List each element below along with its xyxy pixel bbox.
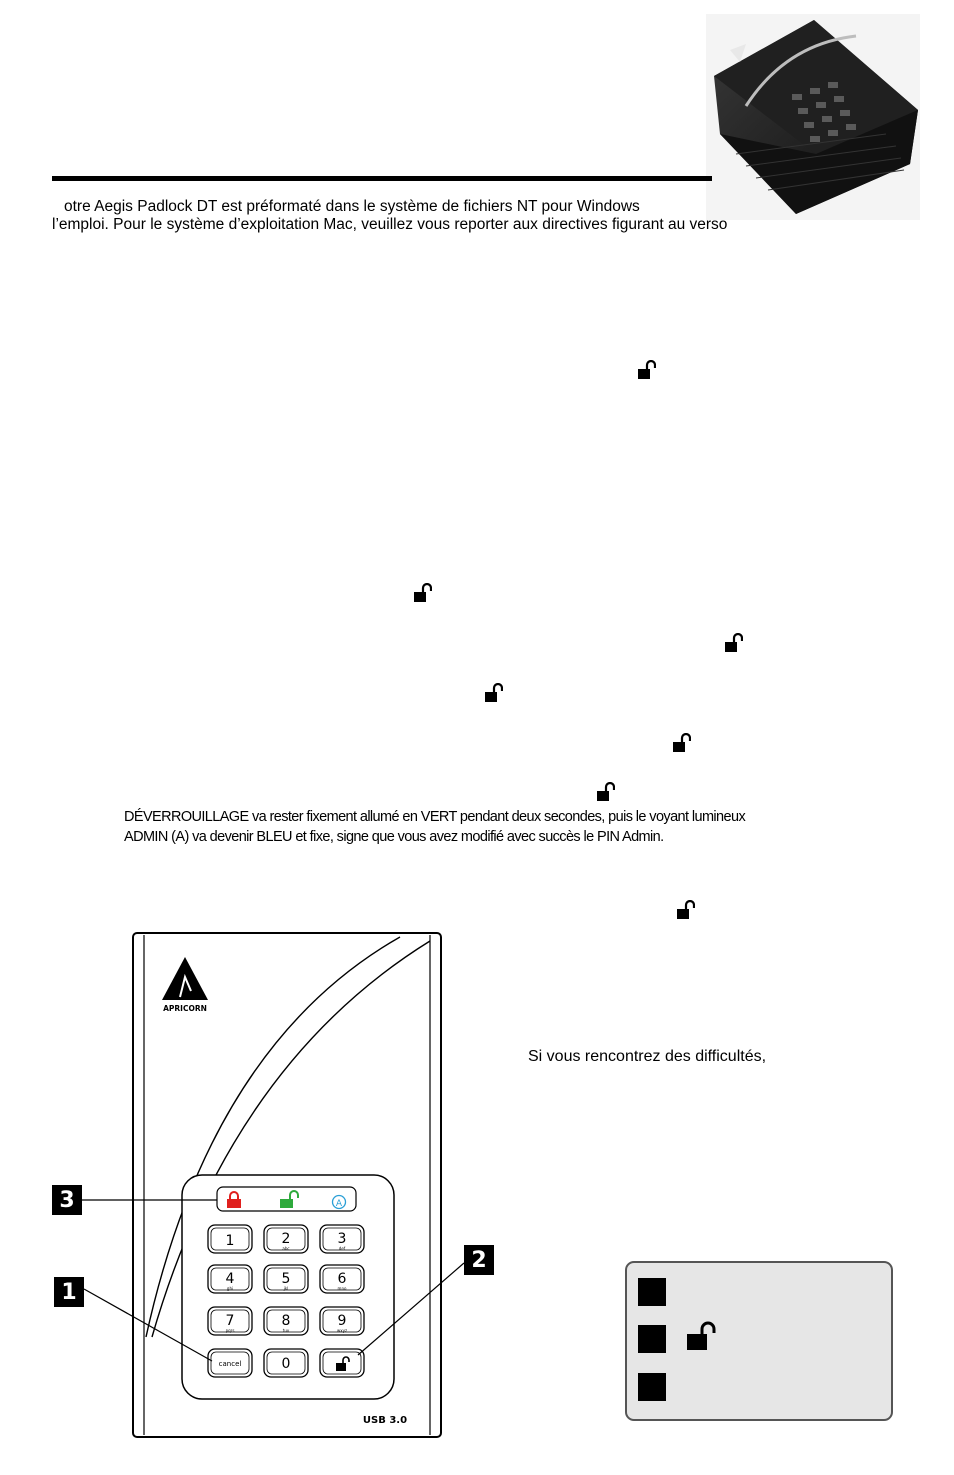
key-unlock[interactable] — [320, 1349, 364, 1377]
svg-text:jkl: jkl — [283, 1286, 289, 1291]
svg-text:3: 3 — [59, 1188, 75, 1213]
svg-text:1: 1 — [225, 1233, 235, 1249]
key-0[interactable] — [264, 1349, 308, 1377]
legend-marker-3 — [638, 1373, 666, 1401]
svg-text:cancel: cancel — [218, 1360, 242, 1368]
key-7[interactable] — [208, 1307, 252, 1335]
brand-label: APRICORN — [163, 1004, 207, 1013]
unlock-icon — [673, 733, 691, 753]
intro-line-2: l’emploi. Pour le système d’exploitation Mac, veuillez vous reporter aux directives figurant au verso — [52, 216, 728, 233]
key-9[interactable] — [320, 1307, 364, 1335]
svg-text:9: 9 — [337, 1313, 347, 1329]
support-text: Si vous rencontrez des difficultés, — [528, 1048, 767, 1065]
key-2[interactable] — [264, 1225, 308, 1253]
svg-text:ghi: ghi — [226, 1286, 234, 1291]
key-8[interactable] — [264, 1307, 308, 1335]
product-photo — [706, 14, 920, 220]
svg-text:A: A — [335, 1199, 343, 1209]
svg-text:def: def — [338, 1246, 346, 1251]
unlock-icon — [677, 900, 695, 920]
svg-text:abc: abc — [282, 1246, 290, 1251]
svg-text:1: 1 — [61, 1280, 77, 1305]
unlock-icon — [414, 583, 432, 603]
note-line-2: ADMIN (A) va devenir BLEU et fixe, signe que vous avez modifié avec succès le PIN Admin. — [124, 829, 664, 845]
svg-text:0: 0 — [281, 1356, 291, 1372]
svg-text:tuv: tuv — [282, 1328, 290, 1333]
header-rule — [52, 176, 712, 181]
svg-text:4: 4 — [225, 1271, 235, 1287]
key-1[interactable] — [208, 1225, 252, 1253]
svg-text:7: 7 — [225, 1313, 235, 1329]
svg-text:5: 5 — [281, 1271, 291, 1287]
unlock-icon — [485, 683, 503, 703]
svg-text:wxyz: wxyz — [336, 1328, 348, 1333]
svg-text:2: 2 — [471, 1248, 487, 1273]
note-line-1: DÉVERROUILLAGE va rester fixement allumé en VERT pendant deux secondes, puis le voyant lumineux — [124, 809, 746, 825]
legend-box — [625, 1261, 893, 1421]
unlock-icon — [597, 782, 615, 802]
svg-text:2: 2 — [281, 1231, 291, 1247]
key-5[interactable] — [264, 1265, 308, 1293]
key-3[interactable] — [320, 1225, 364, 1253]
svg-text:3: 3 — [337, 1231, 347, 1247]
unlock-icon — [687, 1321, 721, 1351]
usb-label: USB 3.0 — [362, 1415, 408, 1426]
svg-text:pqrs: pqrs — [225, 1328, 235, 1333]
legend-marker-2 — [638, 1325, 666, 1353]
key-6[interactable] — [320, 1265, 364, 1293]
key-4[interactable] — [208, 1265, 252, 1293]
legend-marker-1 — [638, 1278, 666, 1306]
device-diagram — [40, 925, 520, 1455]
intro-line-1: otre Aegis Padlock DT est préformaté dans le système de fichiers NT pour Windows — [64, 198, 640, 215]
key-cancel[interactable] — [208, 1349, 252, 1377]
svg-text:8: 8 — [281, 1313, 291, 1329]
unlock-icon — [638, 360, 656, 380]
unlock-icon — [725, 633, 743, 653]
svg-text:6: 6 — [337, 1271, 347, 1287]
svg-text:mno: mno — [337, 1286, 347, 1291]
